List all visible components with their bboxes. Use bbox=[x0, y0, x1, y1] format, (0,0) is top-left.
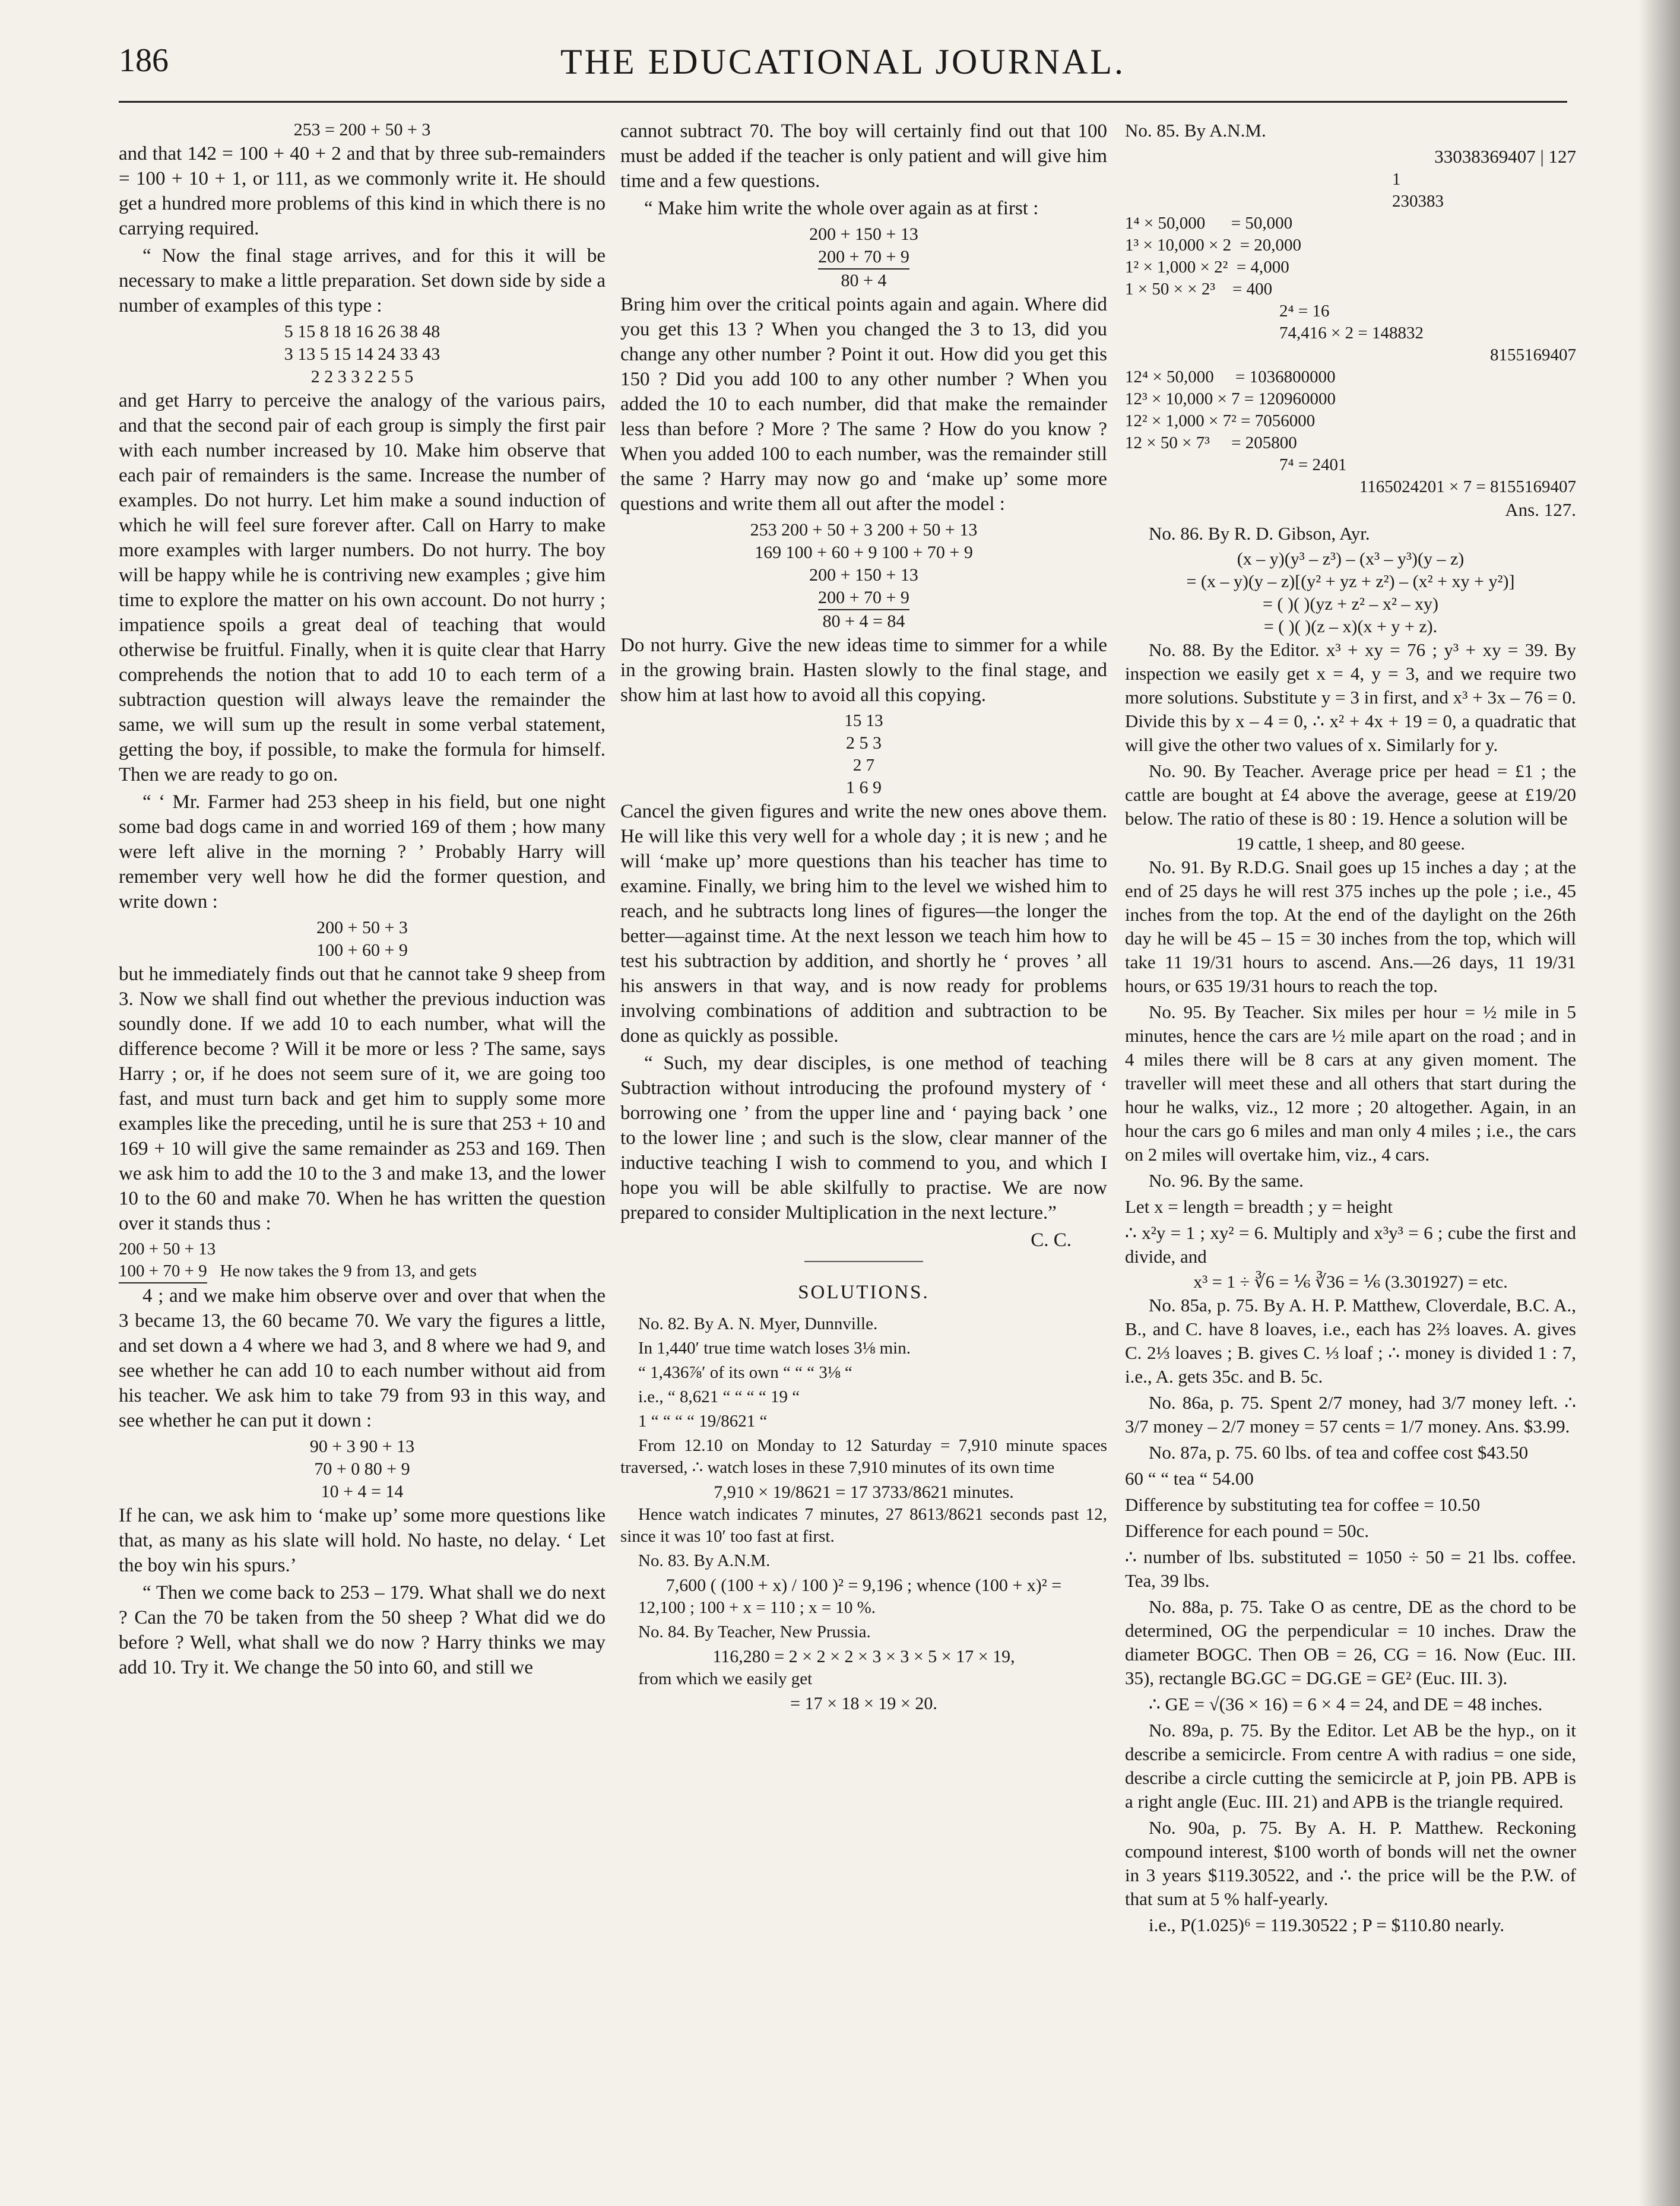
equation: 200 + 70 + 9 bbox=[818, 246, 909, 270]
paragraph: and that 142 = 100 + 40 + 2 and that by three sub-remainders = 100 + 10 + 1, or 111, as we commonly write it. He should get a hundred more problems of this kind in which there is no carrying required. bbox=[119, 143, 606, 239]
equation: (x – y)(y³ – z³) – (x³ – y³)(y – z) bbox=[1237, 549, 1465, 569]
paragraph: Bring him over the critical points again and again. Where did you get this 13 ? When you changed the 3 to 13, did you change any other number ? Point it out. How did you get this 150 ? Did you add 100 to any other number ? When you added the 10 to each number, did that make the remainder less than before ? More ? The same ? How do you know ? When you added 100 to each number, was the remainder still the same ? Harry may now go and ‘make up’ some more questions and write them all out after the model : bbox=[620, 294, 1107, 515]
paragraph: Do not hurry. Give the new ideas time to simmer for a while in the growing brain. Hasten slowly to the final stage, and show him at last how to avoid all this copying. bbox=[620, 635, 1107, 706]
division-line: 1³ × 10,000 × 2 = 20,000 bbox=[1125, 236, 1302, 255]
solutions-list bbox=[620, 1313, 1107, 1715]
equation: 253 200 + 50 + 3 200 + 50 + 13 bbox=[750, 520, 978, 540]
example-row: 3 13 5 15 14 24 33 43 bbox=[284, 344, 440, 364]
example-row: 5 15 8 18 16 26 38 48 bbox=[284, 322, 440, 341]
equation: 80 + 4 bbox=[841, 271, 887, 290]
divider bbox=[804, 1261, 923, 1262]
paragraph: Cancel the given figures and write the new ones above them. He will like this very well for a whole day ; it is new ; and he will ‘make up’ more questions than his teacher has time to examine. Finally, we bring him to the level we wished him to reach, and he subtracts long lines of figures—the longer the better—against time. At the next lesson we teach him how to test his subtraction by addition, and shortly he ‘ proves ’ all his answers in that way, and is now ready for problems involving combinations of addition and subtraction to be done as quickly as possible. bbox=[620, 801, 1107, 1047]
solution-line: Difference by substituting tea for coffee = 10.50 bbox=[1125, 1494, 1481, 1515]
solution-line: No. 88. By the Editor. x³ + xy = 76 ; y³ + xy = 39. By inspection we easily get x = 4, y = 3, and we require two more solutions. Substitute y = 3 in first, and x³ + 3x – 76 = 0. Divide this by x – 4 = 0, ∴ x² + 4x + 19 = 0, a quadratic that will give the other two values of x. Similarly for y. bbox=[1125, 639, 1576, 755]
solution-line: ∴ x²y = 1 ; xy² = 6. Multiply and x³y³ = 6 ; cube the first and divide, and bbox=[1125, 1222, 1576, 1267]
solution-line: = 17 × 18 × 19 × 20. bbox=[790, 1694, 937, 1713]
solution-line: Difference for each pound = 50c. bbox=[1125, 1520, 1370, 1541]
solution-line: i.e., “ 8,621 “ “ “ “ 19 “ bbox=[638, 1387, 800, 1406]
column-left bbox=[119, 119, 606, 1682]
paragraph: but he immediately finds out that he cannot take 9 sheep from 3. Now we shall find out whether the previous induction was soundly done. If we add 10 to each number, what will the difference become ? Will it be more or less ? The same, says Harry ; or, if he does not seem sure of it, we are going too fast, and must turn back and get him to supply some more examples like the preceding, until he is sure that 253 + 10 and 169 + 10 will give the same remainder as 253 and 169. Then we ask him to add the 10 to the 3 and make 13, and the lower 10 to the 60 and make 70. When he has written the question over it stands thus : bbox=[119, 963, 606, 1234]
solution-line: No. 88a, p. 75. Take O as centre, DE as the chord to be determined, OG the perpendicular = 10 inches. Draw the diameter BOGC. Then OB = 26, CG = 16. Now (Euc. III. 35), rectangle BG.GC = DG.GE = GE² (Euc. III. 3). bbox=[1125, 1596, 1576, 1688]
solution-line: From 12.10 on Monday to 12 Saturday = 7,910 minute spaces traversed, ∴ watch loses in these 7,910 minutes of its own time bbox=[620, 1436, 1107, 1477]
journal-title: THE EDUCATIONAL JOURNAL. bbox=[560, 42, 1126, 81]
solution-line: No. 89a, p. 75. By the Editor. Let AB be the hyp., on it describe a semicircle. From centre A with radius = one side, describe a circle cutting the semicircle at P, join PB. APB is a right angle (Euc. III. 21) and APB is the triangle required. bbox=[1125, 1720, 1576, 1812]
equation: 100 + 70 + 9 bbox=[119, 1260, 207, 1283]
column-right bbox=[1125, 119, 1576, 1939]
solution-line: No. 86a, p. 75. Spent 2/7 money, had 3/7 money left. ∴ 3/7 money – 2/7 money = 57 cents = 1/7 money. Ans. $3.99. bbox=[1125, 1392, 1576, 1437]
equation bbox=[620, 587, 1107, 610]
division-line: 1165024201 × 7 = 8155169407 bbox=[1359, 477, 1576, 496]
solution-line: No. 82. By A. N. Myer, Dunnville. bbox=[638, 1314, 878, 1333]
solution-line: No. 91. By R.D.G. Snail goes up 15 inches a day ; at the end of 25 days he will rest 375 inches up the pole ; i.e., 45 inches from the top. At the end of the daylight on the 26th day he will be 45 – 15 = 30 inches from the top, which will take 11 19/31 hours to ascend. Ans.—26 days, 11 19/31 hours, or 635 19/31 hours to reach the top. bbox=[1125, 857, 1576, 996]
solution-line: 1 “ “ “ “ 19/8621 “ bbox=[638, 1412, 768, 1431]
solution-line: 60 “ “ tea “ 54.00 bbox=[1125, 1468, 1254, 1489]
paragraph: “ Now the final stage arrives, and for this it will be necessary to make a little preparation. Set down side by side a number of examples of this type : bbox=[119, 245, 606, 316]
equation: 200 + 150 + 13 bbox=[809, 565, 918, 585]
division-line: 7⁴ = 2401 bbox=[1279, 455, 1347, 474]
division-line: 2⁴ = 16 bbox=[1279, 302, 1330, 321]
solution-line: No. 85. By A.N.M. bbox=[1125, 120, 1266, 141]
solution-line: 7,910 × 19/8621 = 17 3733/8621 minutes. bbox=[714, 1482, 1014, 1502]
division-line: 1 × 50 × × 2³ = 400 bbox=[1125, 280, 1273, 299]
solution-line: No. 87a, p. 75. 60 lbs. of tea and coffee cost $43.50 bbox=[1149, 1442, 1529, 1463]
division-line: 12⁴ × 50,000 = 1036800000 bbox=[1125, 367, 1336, 386]
equation: 80 + 4 = 84 bbox=[822, 611, 905, 631]
paragraph: and get Harry to perceive the analogy of the various pairs, and that the second pair of each group is simply the first pair with each number increased by 10. Make him observe that each pair of remainders is the same. Increase the number of examples. Do not hurry. Let him make a sound induction of which he will feel sure forever after. Call on Harry to make more examples with larger numbers. Do not hurry. The boy will be happy while he is contriving new examples ; give him time to explore the matter on his own account. Do not hurry ; impatience spoils a great deal of teaching that would otherwise be fruitful. Finally, when it is quite clear that Harry comprehends the notion that to add 10 to each term of a subtraction question will always leave the remainder the same, we will sum up the result in some verbal statement, getting the boy, if possible, to make the formula for himself. Then we are ready to go on. bbox=[119, 390, 606, 785]
equation: 90 + 3 90 + 13 bbox=[309, 1437, 415, 1456]
solution-line: No. 96. By the same. bbox=[1149, 1170, 1304, 1191]
division-line: 1⁴ × 50,000 = 50,000 bbox=[1125, 214, 1293, 233]
solution-line: No. 84. By Teacher, New Prussia. bbox=[638, 1622, 871, 1641]
solution-line: ∴ number of lbs. substituted = 1050 ÷ 50 = 21 lbs. coffee. Tea, 39 lbs. bbox=[1125, 1546, 1576, 1591]
paragraph: If he can, we ask him to ‘make up’ some more questions like that, as many as his slate will hold. No haste, no delay. ‘ Let the boy win his spurs.’ bbox=[119, 1505, 606, 1576]
equation: 253 = 200 + 50 + 3 bbox=[293, 120, 431, 140]
solution-line: 116,280 = 2 × 2 × 2 × 3 × 3 × 5 × 17 × 19, bbox=[712, 1647, 1015, 1666]
header-rule bbox=[119, 101, 1567, 103]
solution-line: 7,600 ( (100 + x) / 100 )² = 9,196 ; whence (100 + x)² = bbox=[665, 1576, 1062, 1595]
solution-line: Let x = length = breadth ; y = height bbox=[1125, 1196, 1393, 1217]
equation: 19 cattle, 1 sheep, and 80 geese. bbox=[1236, 834, 1465, 854]
solution-line: from which we easily get bbox=[638, 1669, 813, 1688]
equation bbox=[119, 1260, 606, 1283]
paragraph: “ Then we come back to 253 – 179. What shall we do next ? Can the 70 be taken from the 50 sheep ? What did we do before ? Well, what shall we do now ? Harry thinks we may add 10. Try it. We change the 50 into 60, and still we bbox=[119, 1582, 606, 1678]
page-header bbox=[119, 42, 1567, 89]
equation bbox=[620, 246, 1107, 270]
paragraph: “ Such, my dear disciples, is one method of teaching Subtraction without introducing the profound mystery of ‘ borrowing one ’ from the upper line and ‘ paying back ’ one to the lower line ; and such is the slow, clear manner of the inductive teaching I wish to commend to you, and which I hope you will be able skilfully to practise. We are now prepared to consider Multiplication in the next lecture.” bbox=[620, 1053, 1107, 1224]
equation: 10 + 4 = 14 bbox=[321, 1482, 404, 1501]
division-line: 33038369407 | 127 bbox=[1434, 146, 1576, 167]
solution-line: No. 95. By Teacher. Six miles per hour = ½ mile in 5 minutes, hence the cars are ½ mile apart on the road ; and in 4 miles there will be 8 cars at any given moment. The traveller will meet these and all others that start during the hour he walks, viz., 12 more ; 20 altogether. Again, in an hour the cars go 6 miles and man only 4 miles ; i.e., the cars on 2 miles will overtake him, viz., 4 cars. bbox=[1125, 1001, 1576, 1165]
division-line: 1² × 1,000 × 2² = 4,000 bbox=[1125, 258, 1289, 277]
equation: 200 + 150 + 13 bbox=[809, 224, 918, 244]
solution-line: “ 1,436⅞′ of its own “ “ “ 3⅛ “ bbox=[638, 1363, 852, 1382]
division-line: 12² × 1,000 × 7² = 7056000 bbox=[1125, 411, 1316, 430]
solution-line: No. 86. By R. D. Gibson, Ayr. bbox=[1149, 523, 1370, 544]
equation: 1 6 9 bbox=[846, 778, 882, 797]
signature: C. C. bbox=[1031, 1229, 1072, 1251]
equation: 200 + 50 + 3 bbox=[316, 918, 408, 937]
equation: 200 + 70 + 9 bbox=[818, 587, 909, 610]
division-line: 1 bbox=[1392, 170, 1401, 189]
equation: = ( )( )(z – x)(x + y + z). bbox=[1263, 617, 1438, 636]
equation: = (x – y)(y – z)[(y² + yz + z²) – (x² + xy + y²)] bbox=[1186, 572, 1515, 591]
example-row: 2 2 3 3 2 2 5 5 bbox=[310, 367, 414, 386]
equation: = ( )( )(yz + z² – x² – xy) bbox=[1263, 594, 1438, 614]
solution-line: No. 90. By Teacher. Average price per head = £1 ; the cattle are bought at £4 above the average, geese at £19/20 below. The ratio of these is 80 : 19. Hence a solution will be bbox=[1125, 760, 1576, 829]
page-number: 186 bbox=[119, 42, 169, 79]
division-line: 12 × 50 × 7³ = 205800 bbox=[1125, 433, 1297, 452]
solution-line: In 1,440′ true time watch loses 3⅛ min. bbox=[638, 1339, 911, 1358]
solution-line: ∴ GE = √(36 × 16) = 6 × 4 = 24, and DE = 48 inches. bbox=[1149, 1694, 1543, 1714]
section-heading: SOLUTIONS. bbox=[798, 1282, 930, 1303]
equation: 2 7 bbox=[852, 756, 875, 775]
paragraph: “ Make him write the whole over again as at first : bbox=[644, 198, 1039, 219]
paragraph: cannot subtract 70. The boy will certainly find out that 100 must be added if the teacher is only patient and will give him time and a few questions. bbox=[620, 121, 1107, 192]
solution-line: Hence watch indicates 7 minutes, 27 8613/8621 seconds past 12, since it was 10′ too fast at first. bbox=[620, 1505, 1107, 1546]
solution-line: No. 83. By A.N.M. bbox=[638, 1551, 771, 1570]
paragraph: 4 ; and we make him observe over and over that when the 3 became 13, the 60 became 70. We vary the figures a little, and set down a 4 where we had 3, and 8 where we had 9, and see whether he can add 10 to each number without aid from his teacher. We ask him to take 79 from 93 in this way, and see whether he can put it down : bbox=[119, 1285, 606, 1431]
equation: x³ = 1 ÷ ∛6 = ⅙ ∛36 = ⅙ (3.301927) = etc. bbox=[1193, 1272, 1508, 1292]
solution-line: No. 85a, p. 75. By A. H. P. Matthew, Cloverdale, B.C. A., B., and C. have 8 loaves, i.e., each has 2⅔ loaves. A. gives C. 2⅓ loaves ; B. gives C. ⅓ loaf ; ∴ money is divided 1 : 7, i.e., A. gets 35c. and B. 5c. bbox=[1125, 1295, 1576, 1387]
division-line: 74,416 × 2 = 148832 bbox=[1279, 324, 1424, 343]
equation: 70 + 0 80 + 9 bbox=[314, 1459, 410, 1479]
equation: 2 5 3 bbox=[846, 733, 882, 753]
paragraph: “ ‘ Mr. Farmer had 253 sheep in his field, but one night some bad dogs came in and worried 169 of them ; how many were left alive in the morning ? ’ Probably Harry will remember very well how he did the former question, and write down : bbox=[119, 791, 606, 912]
column-middle bbox=[620, 119, 1107, 1715]
page-fold-shadow bbox=[1638, 0, 1680, 2206]
equation: 200 + 50 + 13 bbox=[119, 1240, 216, 1259]
division-line: 8155169407 bbox=[1490, 346, 1576, 365]
equation: 15 13 bbox=[844, 711, 883, 730]
division-line: 230383 bbox=[1392, 192, 1444, 211]
equation: 100 + 60 + 9 bbox=[316, 940, 408, 960]
solution-line: 12,100 ; 100 + x = 110 ; x = 10 %. bbox=[638, 1598, 876, 1617]
solution-line: No. 90a, p. 75. By A. H. P. Matthew. Reckoning compound interest, $100 worth of bonds will net the owner in 3 years $119.30522, and ∴ the price will be the P.W. of that sum at 5 % half-yearly. bbox=[1125, 1817, 1576, 1909]
solution-line: i.e., P(1.025)⁶ = 119.30522 ; P = $110.80 nearly. bbox=[1149, 1915, 1505, 1935]
answer: Ans. 127. bbox=[1505, 499, 1576, 520]
paragraph: He now takes the 9 from 13, and gets bbox=[220, 1262, 477, 1281]
equation: 169 100 + 60 + 9 100 + 70 + 9 bbox=[755, 543, 973, 562]
division-line: 12³ × 10,000 × 7 = 120960000 bbox=[1125, 389, 1336, 408]
